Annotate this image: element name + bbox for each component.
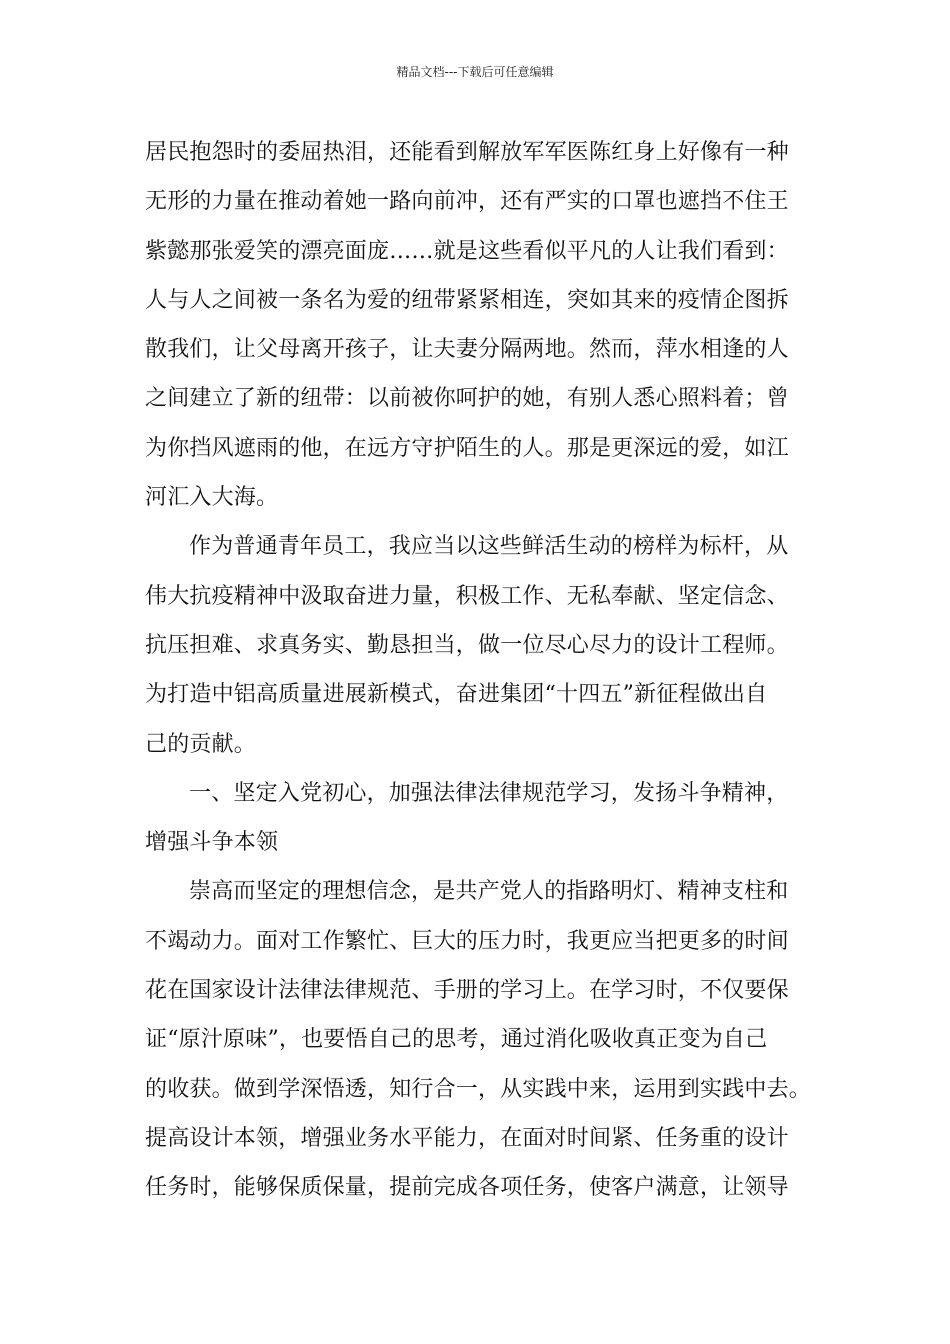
text-line: 伟大抗疫精神中汲取奋进力量，积极工作、无私奉献、坚定信念、 xyxy=(145,583,789,609)
paragraph-start-line: 作为普通青年员工，我应当以这些鲜活生动的榜样为标杆，从 xyxy=(189,534,789,560)
document-body xyxy=(145,128,817,1213)
text-line: 己的贡献。 xyxy=(145,731,257,757)
text-line: 人与人之间被一条名为爱的纽带紧紧相连，突如其来的疫情企图拆 xyxy=(145,287,789,313)
text-line: 花在国家设计法律法律规范、手册的学习上。在学习时，不仅要保 xyxy=(145,978,789,1004)
text-line: 提高设计本领，增强业务水平能力，在面对时间紧、任务重的设计 xyxy=(145,1125,789,1151)
text-line: 居民抱怨时的委屈热泪，还能看到解放军军医陈红身上好像有一种 xyxy=(145,140,789,165)
text-line: 散我们，让父母离开孩子，让夫妻分隔两地。然而，萍水相逢的人 xyxy=(145,337,789,363)
text-line: 河汇入大海。 xyxy=(145,485,279,511)
text-line: 之间建立了新的纽带：以前被你呵护的她，有别人悉心照料着；曾 xyxy=(145,386,789,412)
paragraph-start-line: 崇高而坚定的理想信念，是共产党人的指路明灯、精神支柱和 xyxy=(189,879,789,905)
text-line: 不竭动力。面对工作繁忙、巨大的压力时，我更应当把更多的时间 xyxy=(145,928,789,954)
text-line: 抗压担难、求真务实、勤恳担当，做一位尽心尽力的设计工程师。 xyxy=(145,632,789,658)
section-heading-line: 一、坚定入党初心，加强法律法律规范学习，发扬斗争精神， xyxy=(189,780,789,806)
text-line: 为你挡风遮雨的他，在远方守护陌生的人。那是更深远的爱，如江 xyxy=(145,435,789,461)
text-line: 无形的力量在推动着她一路向前冲，还有严实的口罩也遮挡不住王 xyxy=(145,189,789,215)
text-line: 为打造中铝高质量进展新模式，奋进集团“十四五”新征程做出自 xyxy=(145,682,768,708)
text-line: 紫懿那张爱笑的漂亮面庞……就是这些看似平凡的人让我们看到： xyxy=(145,238,789,264)
page-header: 精品文档---下载后可任意编辑 xyxy=(396,65,554,79)
section-heading-line: 增强斗争本领 xyxy=(145,830,279,856)
text-line: 任务时，能够保质保量，提前完成各项任务，使客户满意，让领导 xyxy=(145,1175,789,1201)
text-line: 证“原汁原味”，也要悟自己的思考，通过消化吸收真正变为自己 xyxy=(145,1027,768,1053)
text-line: 的收获。做到学深悟透，知行合一，从实践中来，运用到实践中去。 xyxy=(145,1076,812,1102)
